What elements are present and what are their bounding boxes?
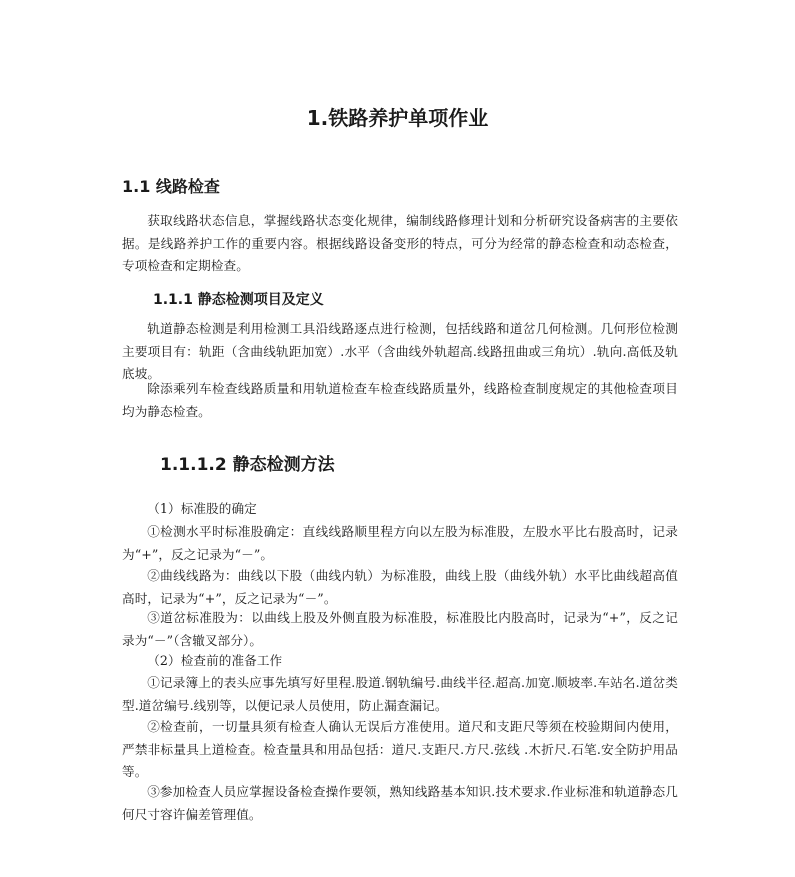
section-1-1-intro: 获取线路状态信息，掌握线路状态变化规律，编制线路修理计划和分析研究设备病害的主要依据。是线路养护工作的重要内容。根据线路设备变形的特点，可分为经常的静态检查和动态检查，专项检查和定期检查。	[122, 213, 678, 274]
section-heading-1-1-1-2: 1.1.1.2 静态检测方法	[160, 455, 335, 475]
section-heading-1-1: 1.1 线路检查	[122, 177, 220, 196]
section-1-1-1-paragraph-2: 除添乘列车检查线路质量和用轨道检查车检查线路质量外，线路检查制度规定的其他检查项目均为静态检查。	[122, 381, 678, 419]
item-1-b: ②曲线线路为：曲线以下股（曲线内轨）为标准股，曲线上股（曲线外轨）水平比曲线超高值高时，记录为“+”，反之记录为“－”。	[122, 568, 678, 606]
item-2-title: （2）检查前的准备工作	[147, 653, 283, 668]
document-title: 1.铁路养护单项作业	[306, 106, 489, 130]
section-heading-1-1-1: 1.1.1 静态检测项目及定义	[153, 292, 324, 308]
item-2-c: ③参加检查人员应掌握设备检查操作要领，熟知线路基本知识.技术要求.作业标准和轨道静态几何尺寸容许偏差管理值。	[122, 784, 678, 822]
item-1-title: （1）标准股的确定	[147, 501, 257, 516]
item-2-b: ②检查前，一切量具须有检查人确认无误后方准使用。道尺和支距尺等须在校验期间内使用，严禁非标量具上道检查。检查量具和用品包括：道尺.支距尺.方尺.弦线 .木折尺.石笔.安全防护用品等。	[122, 719, 678, 780]
item-2-a: ①记录簿上的表头应事先填写好里程.股道.钢轨编号.曲线半径.超高.加宽.顺坡率.车站名.道岔类型.道岔编号.线别等，以便记录人员使用，防止漏查漏记。	[122, 675, 678, 713]
item-1-c: ③道岔标准股为：以曲线上股及外侧直股为标准股，标准股比内股高时，记录为“+”，反之记录为“－”（含辙叉部分）。	[122, 610, 678, 648]
item-1-a: ①检测水平时标准股确定：直线线路顺里程方向以左股为标准股，左股水平比右股高时，记录为“+”，反之记录为“－”。	[122, 524, 678, 562]
section-1-1-1-paragraph-1: 轨道静态检测是利用检测工具沿线路逐点进行检测，包括线路和道岔几何检测。几何形位检测主要项目有：轨距（含曲线轨距加宽）.水平（含曲线外轨超高.线路扭曲或三角坑）.轨向.高低及轨底坡。	[122, 321, 678, 382]
